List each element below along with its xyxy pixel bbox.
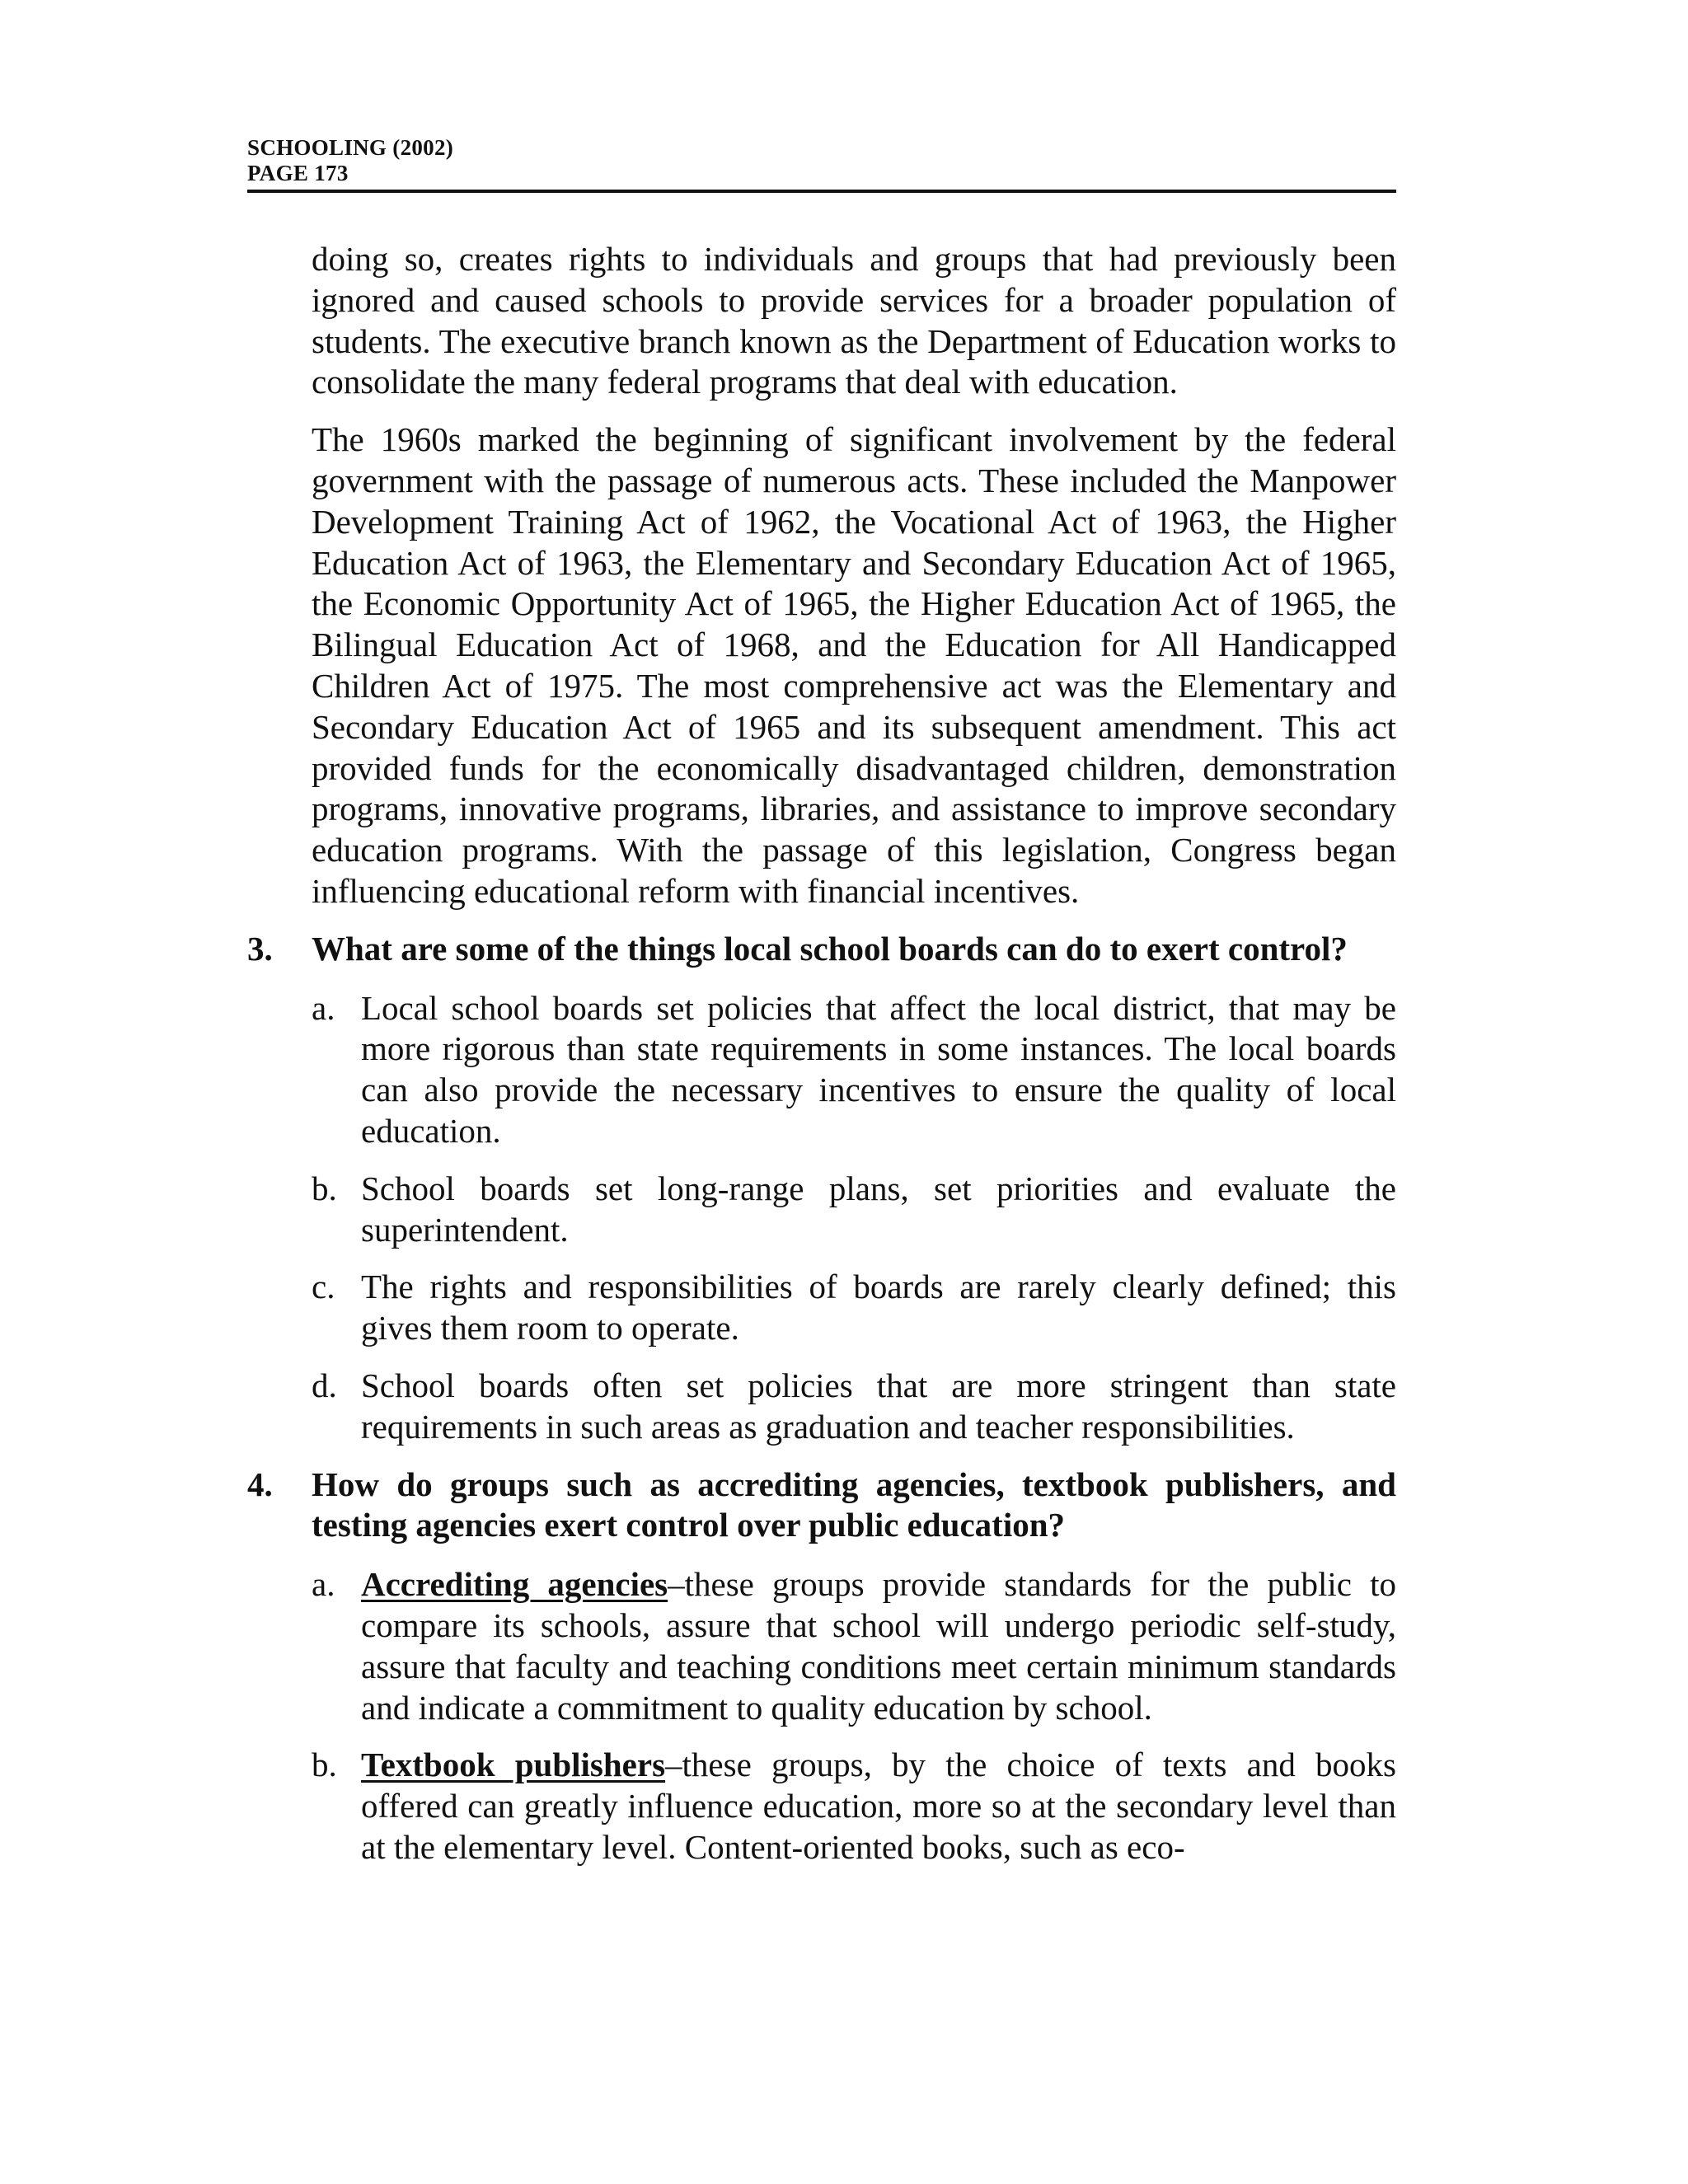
answer-term: Accrediting agencies — [361, 1565, 668, 1604]
answer-text: The rights and responsibilities of boards are rarely clearly defined; this gives them room to operate. — [361, 1268, 1396, 1347]
answer-text: Local school boards set policies that affect the local district, that may be more rigorous than state requirements in some instances. The local boards can also provide the necessary incentives to ensure the quality of local education. — [361, 988, 1396, 1150]
answer-text: –these groups provide standards for the public to compare its schools, assure that school will undergo periodic self-study, assure that faculty and teaching conditions meet certain minimum standards and indicate a commitment to quality education by school. — [361, 1565, 1396, 1727]
question-number: 4. — [247, 1465, 273, 1503]
header-title: SCHOOLING (2002) — [247, 135, 454, 160]
answer-letter: b. — [312, 1746, 337, 1784]
question-text: What are some of the things local school boards can do to exert control? — [312, 929, 1348, 968]
question-3 — [247, 929, 1396, 970]
answer-letter: d. — [312, 1366, 337, 1404]
answer-item — [312, 988, 1396, 1152]
question-number: 3. — [247, 929, 273, 968]
answer-letter: a. — [312, 988, 335, 1027]
answer-item — [312, 1169, 1396, 1251]
answer-letter: c. — [312, 1268, 335, 1306]
question-4 — [247, 1465, 1396, 1547]
answer-letter: a. — [312, 1565, 335, 1604]
answer-text: –these groups, by the choice of texts and books offered can greatly influence education, more so at the secondary level than at the elementary level. Content-oriented books, such as eco- — [361, 1746, 1396, 1866]
question-text: How do groups such as accrediting agencies, textbook publishers, and testing agencies exert control over public education? — [312, 1465, 1396, 1544]
answer-item — [312, 1564, 1396, 1728]
body-paragraph: The 1960s marked the beginning of significant involvement by the federal government with the passage of numerous acts. These included the Manpower Development Training Act of 1962, the Vocational Act of 1963, the Higher Education Act of 1963, the Elementary and Secondary Education Act of 1965, the Economic Opportunity Act of 1965, the Higher Education Act of 1965, the Bilingual Education Act of 1968, and the Education for All Handicapped Children Act of 1975. The most comprehensive act was the Elementary and Secondary Education Act of 1965 and its subsequent amendment. This act provided funds for the economically disadvantaged children, demonstration programs, innovative programs, libraries, and assistance to improve secondary education programs. With the passage of this legislation, Congress began influencing educational reform with financial incentives. — [312, 420, 1396, 910]
answer-item — [312, 1267, 1396, 1349]
answer-text: School boards set long-range plans, set priorities and evaluate the superintendent. — [361, 1169, 1396, 1249]
answer-letter: b. — [312, 1169, 337, 1207]
page-body — [247, 239, 1396, 1885]
answer-text: School boards often set policies that are more stringent than state requirements in such areas as graduation and teacher responsibilities. — [361, 1366, 1396, 1446]
running-header — [247, 135, 1396, 193]
header-page-number: PAGE 173 — [247, 161, 349, 185]
answer-list — [312, 1564, 1396, 1868]
answer-list — [312, 988, 1396, 1448]
answer-item — [312, 1366, 1396, 1448]
answer-item — [312, 1745, 1396, 1868]
answer-term: Textbook publishers — [361, 1746, 666, 1784]
body-paragraph: doing so, creates rights to individuals and groups that had previously been ignored and caused schools to provide services for a broader population of students. The executive branch known as the Department of Education works to consolidate the many federal programs that deal with education. — [312, 240, 1396, 401]
